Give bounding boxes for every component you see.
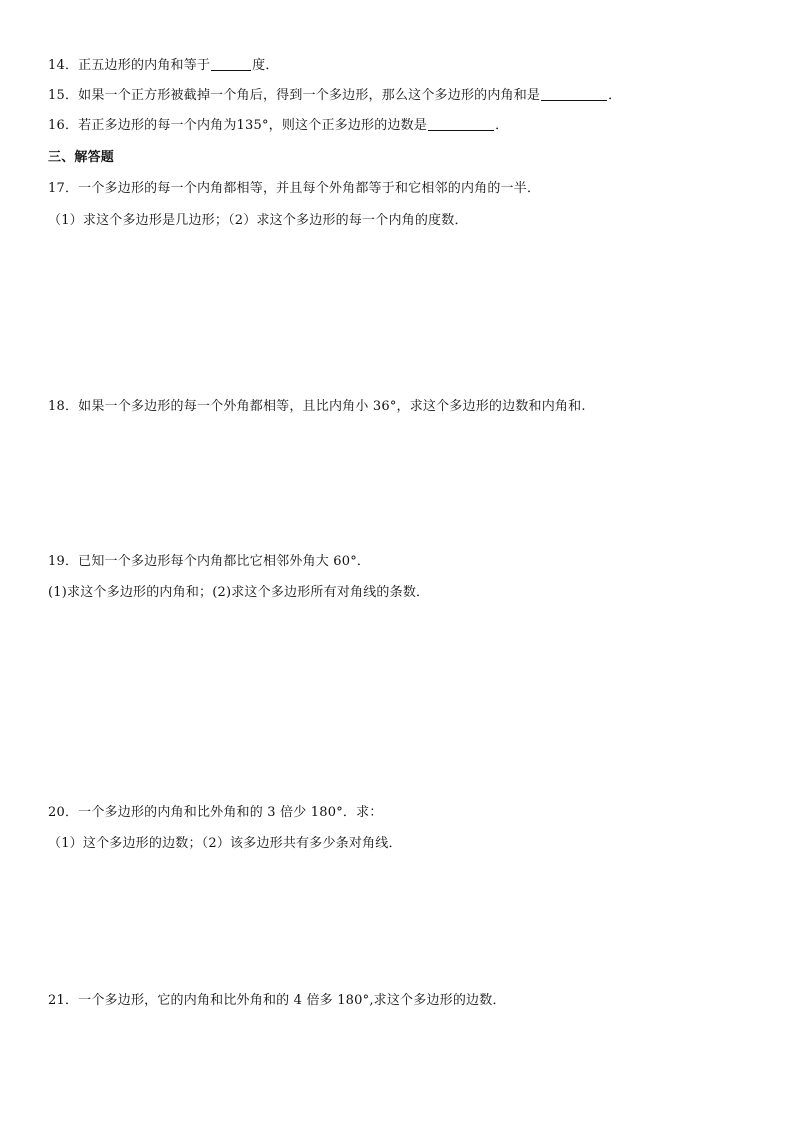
question-16-suffix: ． (495, 118, 509, 133)
question-17-subparts: （1）求这个多边形是几边形；（2）求这个多边形的每一个内角的度数． (48, 213, 468, 228)
question-14-text: 14．正五边形的内角和等于 (48, 58, 211, 73)
question-15 (48, 88, 621, 104)
question-16 (48, 118, 508, 134)
question-15-text: 15．如果一个正方形被截掉一个角后，得到一个多边形，那么这个多边形的内角和是 (48, 88, 541, 103)
question-20: 20．一个多边形的内角和比外角和的 3 倍少 180°．求： (48, 805, 383, 820)
question-17: 17．一个多边形的每一个内角都相等，并且每个外角都等于和它相邻的内角的一半． (48, 181, 541, 196)
answer-blank-16[interactable] (428, 118, 494, 131)
question-18: 18．如果一个多边形的每一个外角都相等，且比内角小 36°，求这个多边形的边数和内角和. (48, 399, 586, 414)
question-15-suffix: ． (608, 88, 622, 103)
question-20-subparts: （1）这个多边形的边数；（2）该多边形共有多少条对角线． (48, 836, 402, 851)
answer-blank-14[interactable] (211, 58, 251, 71)
answer-blank-15[interactable] (541, 88, 607, 101)
question-14-suffix: 度． (252, 58, 279, 73)
question-19-subparts: (1)求这个多边形的内角和；(2)求这个多边形所有对角线的条数． (48, 585, 430, 600)
question-14 (48, 58, 279, 74)
question-19: 19．已知一个多边形每个内角都比它相邻外角大 60°． (48, 554, 371, 569)
question-16-text: 16．若正多边形的每一个内角为135°，则这个正多边形的边数是 (48, 118, 428, 133)
section-title: 三、解答题 (48, 150, 115, 165)
question-21: 21．一个多边形，它的内角和比外角和的 4 倍多 180°,求这个多边形的边数． (48, 993, 506, 1008)
